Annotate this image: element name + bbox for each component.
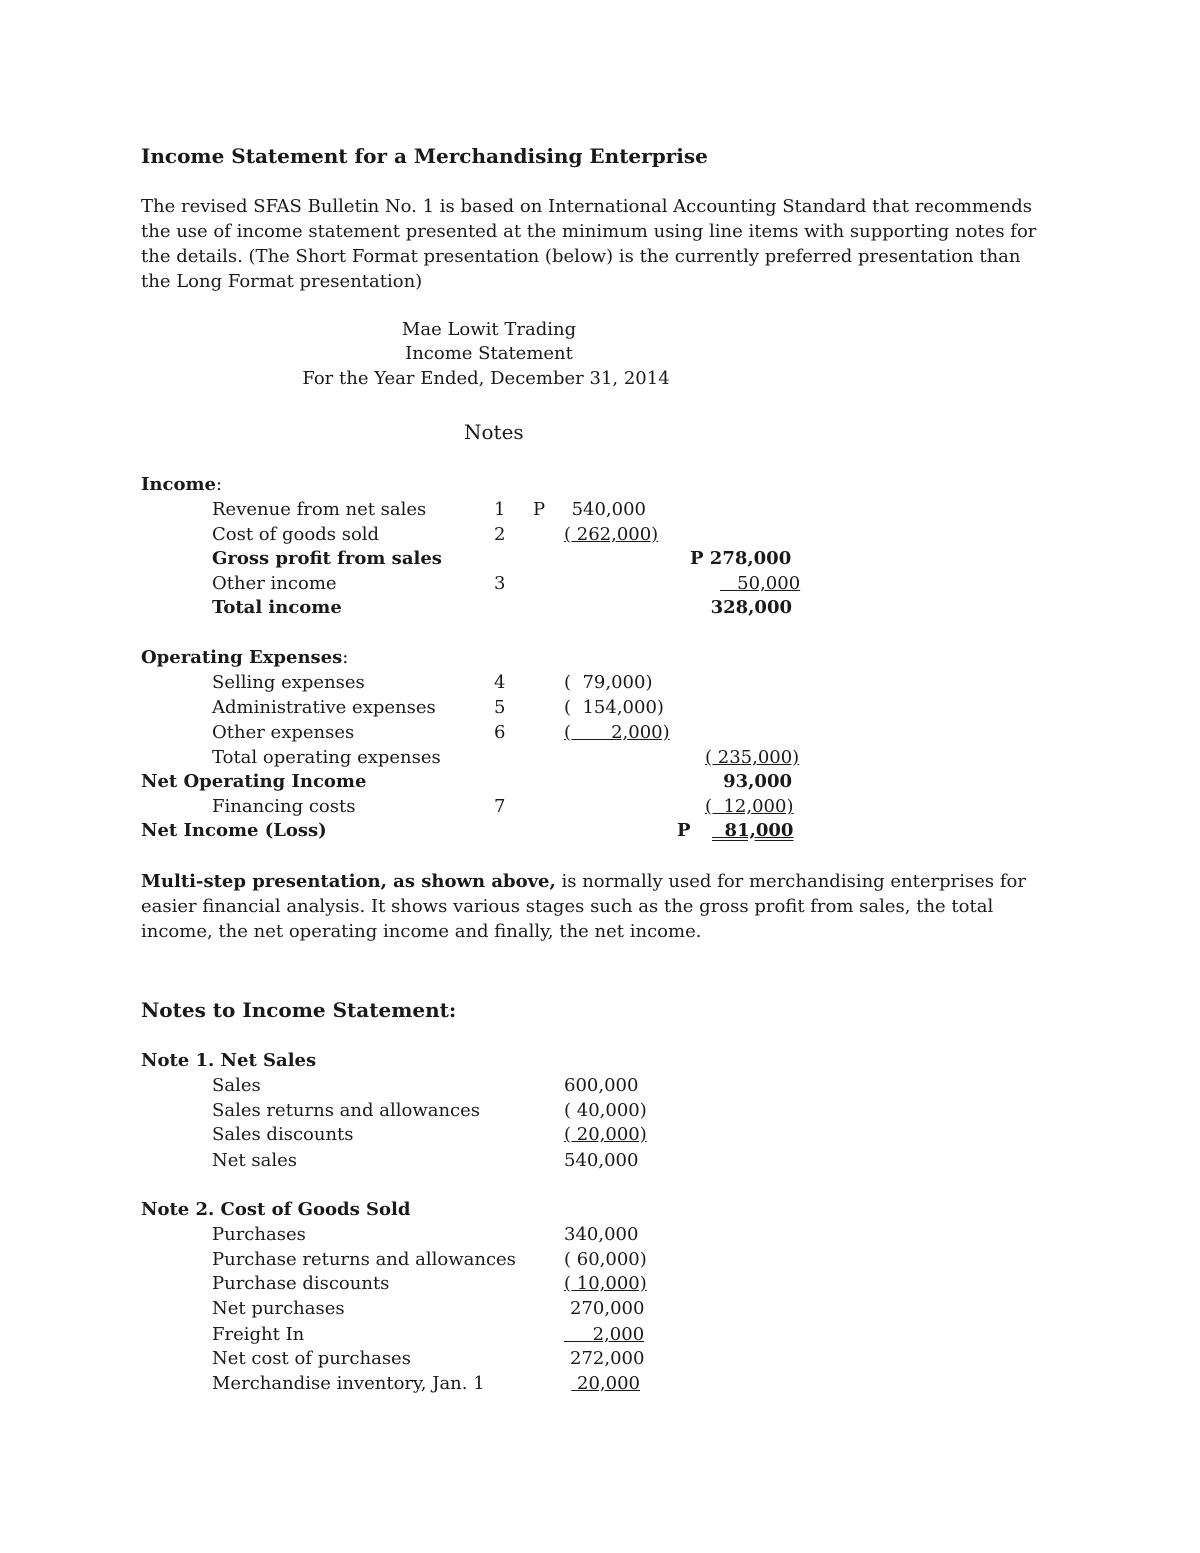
intro-paragraph: The revised SFAS Bulletin No. 1 is based on International Accounting Standard that recommends the use of income statement presented at the minimum using line items with supporting notes for the details. (The Short Format presentation (below) is the currently preferred presentation than the Long Format presentation) xyxy=(141,196,1037,292)
note2-row-amount: 2,000 xyxy=(592,1324,645,1345)
note2-row-label: Purchases xyxy=(212,1224,306,1245)
gross-profit-total: P 278,000 xyxy=(690,548,792,569)
note2-row-amount: 20,000 xyxy=(577,1373,640,1394)
note2-title: Note 2. Cost of Goods Sold xyxy=(141,1199,411,1220)
note1-row-label: Net sales xyxy=(212,1150,297,1171)
note2-row-label: Purchase discounts xyxy=(212,1273,390,1294)
financing-costs-total: ( 12,000) xyxy=(705,796,794,817)
note2-row-amount: 340,000 xyxy=(564,1224,639,1245)
other-income-note: 3 xyxy=(494,573,506,594)
note1-row-label: Sales xyxy=(212,1075,261,1096)
note2-row-label: Merchandise inventory, Jan. 1 xyxy=(212,1373,485,1394)
admin-expenses-note: 5 xyxy=(494,697,506,718)
net-income-label: Net Income (Loss) xyxy=(141,820,327,841)
revenue-currency: P xyxy=(533,499,546,520)
note2-row-amount: 272,000 xyxy=(570,1348,645,1369)
net-income-total: 81,000 xyxy=(724,820,794,841)
note2-row-amount: ( 60,000) xyxy=(564,1249,647,1270)
note2-row-label: Purchase returns and allowances xyxy=(212,1249,516,1270)
admin-expenses-amount: ( 154,000) xyxy=(564,697,664,718)
note1-row-amount: ( 40,000) xyxy=(564,1100,647,1121)
notes-title: Notes to Income Statement: xyxy=(141,998,457,1022)
note1-row-amount: 540,000 xyxy=(564,1150,639,1171)
statement-name: Income Statement xyxy=(405,343,573,364)
note2-row-label: Net purchases xyxy=(212,1298,345,1319)
total-income-label: Total income xyxy=(212,597,342,618)
note1-row-label: Sales returns and allowances xyxy=(212,1100,481,1121)
note2-row-amount: ( 10,000) xyxy=(564,1273,647,1294)
total-opex-label: Total operating expenses xyxy=(212,747,441,768)
other-expenses-note: 6 xyxy=(494,722,506,743)
note2-row-amount: 270,000 xyxy=(570,1298,645,1319)
income-section-label: Income: xyxy=(141,474,223,495)
other-income-total: 50,000 xyxy=(737,573,801,594)
revenue-amount: 540,000 xyxy=(571,499,646,520)
net-income-currency: P xyxy=(677,820,691,841)
net-operating-income-label: Net Operating Income xyxy=(141,771,367,792)
other-income-label: Other income xyxy=(212,573,337,594)
financing-costs-label: Financing costs xyxy=(212,796,356,817)
cogs-amount: ( 262,000) xyxy=(564,524,659,545)
company-name: Mae Lowit Trading xyxy=(401,319,577,340)
other-expenses-amount: ( 2,000) xyxy=(564,722,670,743)
note2-row-label: Net cost of purchases xyxy=(212,1348,411,1369)
note1-row-label: Sales discounts xyxy=(212,1124,354,1145)
note1-row-amount: 600,000 xyxy=(564,1075,639,1096)
selling-expenses-label: Selling expenses xyxy=(212,672,365,693)
document-title: Income Statement for a Merchandising Enterprise xyxy=(141,144,708,168)
note2-row-label: Freight In xyxy=(212,1324,305,1345)
total-income-total: 328,000 xyxy=(710,597,792,618)
revenue-note: 1 xyxy=(494,499,506,520)
note1-title: Note 1. Net Sales xyxy=(141,1050,317,1071)
statement-period: For the Year Ended, December 31, 2014 xyxy=(302,368,670,389)
opex-section-label: Operating Expenses: xyxy=(141,647,349,668)
cogs-label: Cost of goods sold xyxy=(212,524,380,545)
gross-profit-label: Gross profit from sales xyxy=(212,548,442,569)
selling-expenses-amount: ( 79,000) xyxy=(564,672,653,693)
cogs-note: 2 xyxy=(494,524,506,545)
note1-row-amount: ( 20,000) xyxy=(564,1124,647,1145)
notes-column-heading: Notes xyxy=(464,420,524,444)
revenue-label: Revenue from net sales xyxy=(212,499,427,520)
admin-expenses-label: Administrative expenses xyxy=(212,697,436,718)
net-operating-income-total: 93,000 xyxy=(723,771,792,792)
other-expenses-label: Other expenses xyxy=(212,722,355,743)
selling-expenses-note: 4 xyxy=(494,672,506,693)
total-opex-total: ( 235,000) xyxy=(705,747,800,768)
multistep-paragraph: Multi-step presentation, as shown above, is normally used for merchandising enterprises for easier financial analysis. It shows various stages such as the gross profit from sales, the total income, the net operating income and finally, the net income. xyxy=(141,871,1026,942)
financing-costs-note: 7 xyxy=(494,796,506,817)
